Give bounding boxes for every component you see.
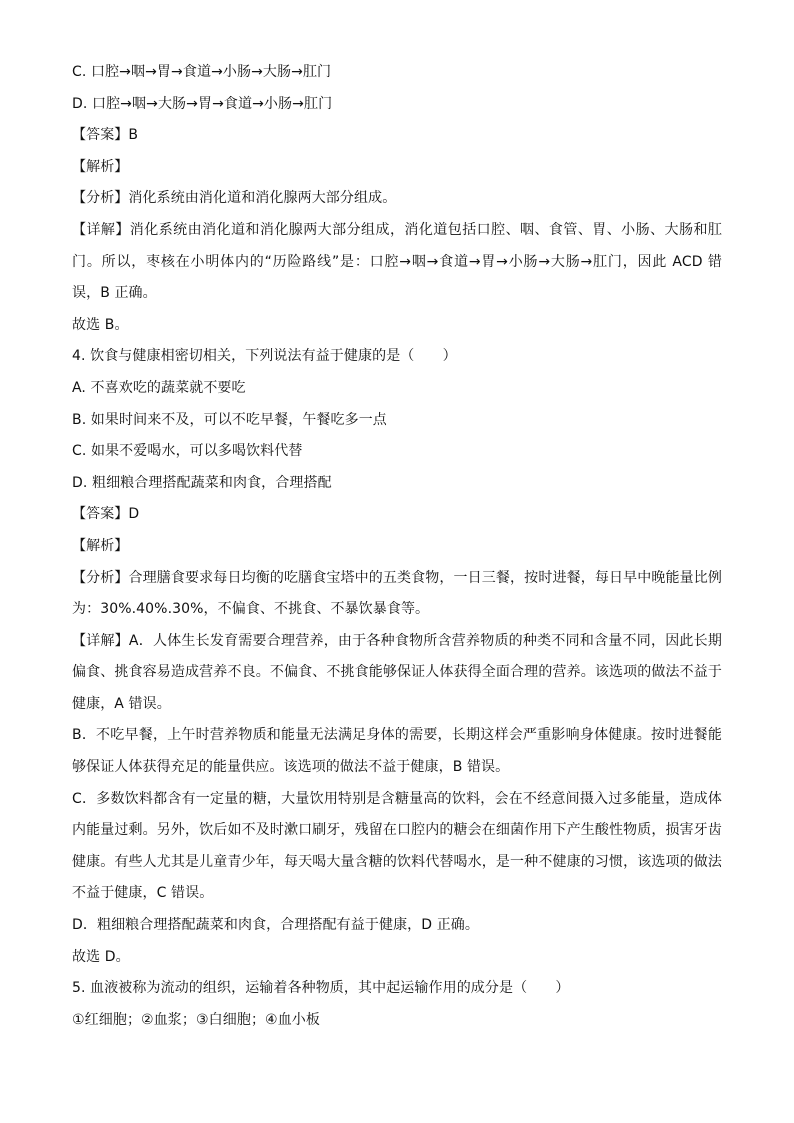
question-4-title: 4. 饮食与健康相密切相关，下列说法有益于健康的是（ ）	[72, 348, 457, 365]
detail-paragraph-line: 【详解】消化系统由消化道和消化腺两大部分组成，消化道包括口腔、咽、食管、胃、小肠、大肠和肛	[72, 221, 722, 238]
final-choice: 故选 D。	[72, 948, 130, 965]
detail-paragraph-line: 够保证人体获得充足的能量供应。该选项的做法不益于健康，B 错误。	[72, 759, 510, 776]
question-5-options: ①红细胞；②血浆；③白细胞；④血小板	[72, 1011, 321, 1028]
question-4-option-a: A. 不喜欢吃的蔬菜就不要吃	[72, 379, 246, 396]
question-5-title: 5. 血液被称为流动的组织，运输着各种物质，其中起运输作用的成分是（ ）	[72, 980, 570, 997]
final-choice: 故选 B。	[72, 316, 129, 333]
detail-paragraph-line: 【详解】A．人体生长发育需要合理营养，由于各种食物所含营养物质的种类不同和含量不同，因此长期	[72, 632, 722, 649]
detail-paragraph-line: 健康，A 错误。	[72, 695, 171, 712]
option-d: D. 口腔→咽→大肠→胃→食道→小肠→肛门	[72, 95, 333, 112]
option-c: C. 口腔→咽→胃→食道→小肠→大肠→肛门	[72, 64, 332, 80]
detail-paragraph-line: 门。所以，枣核在小明体内的“历险路线”是：口腔→咽→食道→胃→小肠→大肠→肛门，因此 ACD 错	[72, 253, 722, 270]
detail-paragraph-line: 偏食、挑食容易造成营养不良。不偏食、不挑食能够保证人体获得全面合理的营养。该选项的做法不益于	[72, 664, 722, 681]
detail-paragraph-line: 不益于健康，C 错误。	[72, 885, 214, 902]
document-content	[72, 62, 722, 1041]
detail-paragraph-line: 健康。有些人尤其是儿童青少年，每天喝大量含糖的饮料代替喝水，是一种不健康的习惯，该选项的做法	[72, 853, 722, 870]
detail-paragraph-line: C．多数饮料都含有一定量的糖，大量饮用特别是含糖量高的饮料，会在不经意间摄入过多能量，造成体	[72, 790, 722, 807]
question-4-option-c: C. 如果不爱喝水，可以多喝饮料代替	[72, 443, 303, 460]
detail-paragraph-line: B．不吃早餐，上午时营养物质和能量无法满足身体的需要，长期这样会严重影响身体健康。按时进餐能	[72, 727, 722, 744]
answer-label: 【答案】D	[72, 506, 140, 523]
analysis-summary: 为：30%.40%.30%，不偏食、不挑食、不暴饮暴食等。	[72, 601, 430, 618]
detail-paragraph-line: D．粗细粮合理搭配蔬菜和肉食，合理搭配有益于健康，D 正确。	[72, 917, 480, 934]
analysis-summary: 【分析】合理膳食要求每日均衡的吃膳食宝塔中的五类食物，一日三餐，按时进餐，每日早中晚能量比例	[72, 569, 722, 586]
analysis-summary: 【分析】消化系统由消化道和消化腺两大部分组成。	[72, 190, 397, 207]
question-4-option-b: B. 如果时间来不及，可以不吃早餐，午餐吃多一点	[72, 411, 387, 428]
detail-paragraph-line: 内能量过剩。另外，饮后如不及时漱口刷牙，残留在口腔内的糖会在细菌作用下产生酸性物质，损害牙齿	[72, 822, 722, 839]
analysis-label: 【解析】	[72, 537, 129, 554]
answer-label: 【答案】B	[72, 127, 139, 144]
analysis-label: 【解析】	[72, 158, 129, 175]
question-4-option-d: D. 粗细粮合理搭配蔬菜和肉食，合理搭配	[72, 474, 332, 491]
detail-paragraph-line: 误，B 正确。	[72, 285, 157, 302]
